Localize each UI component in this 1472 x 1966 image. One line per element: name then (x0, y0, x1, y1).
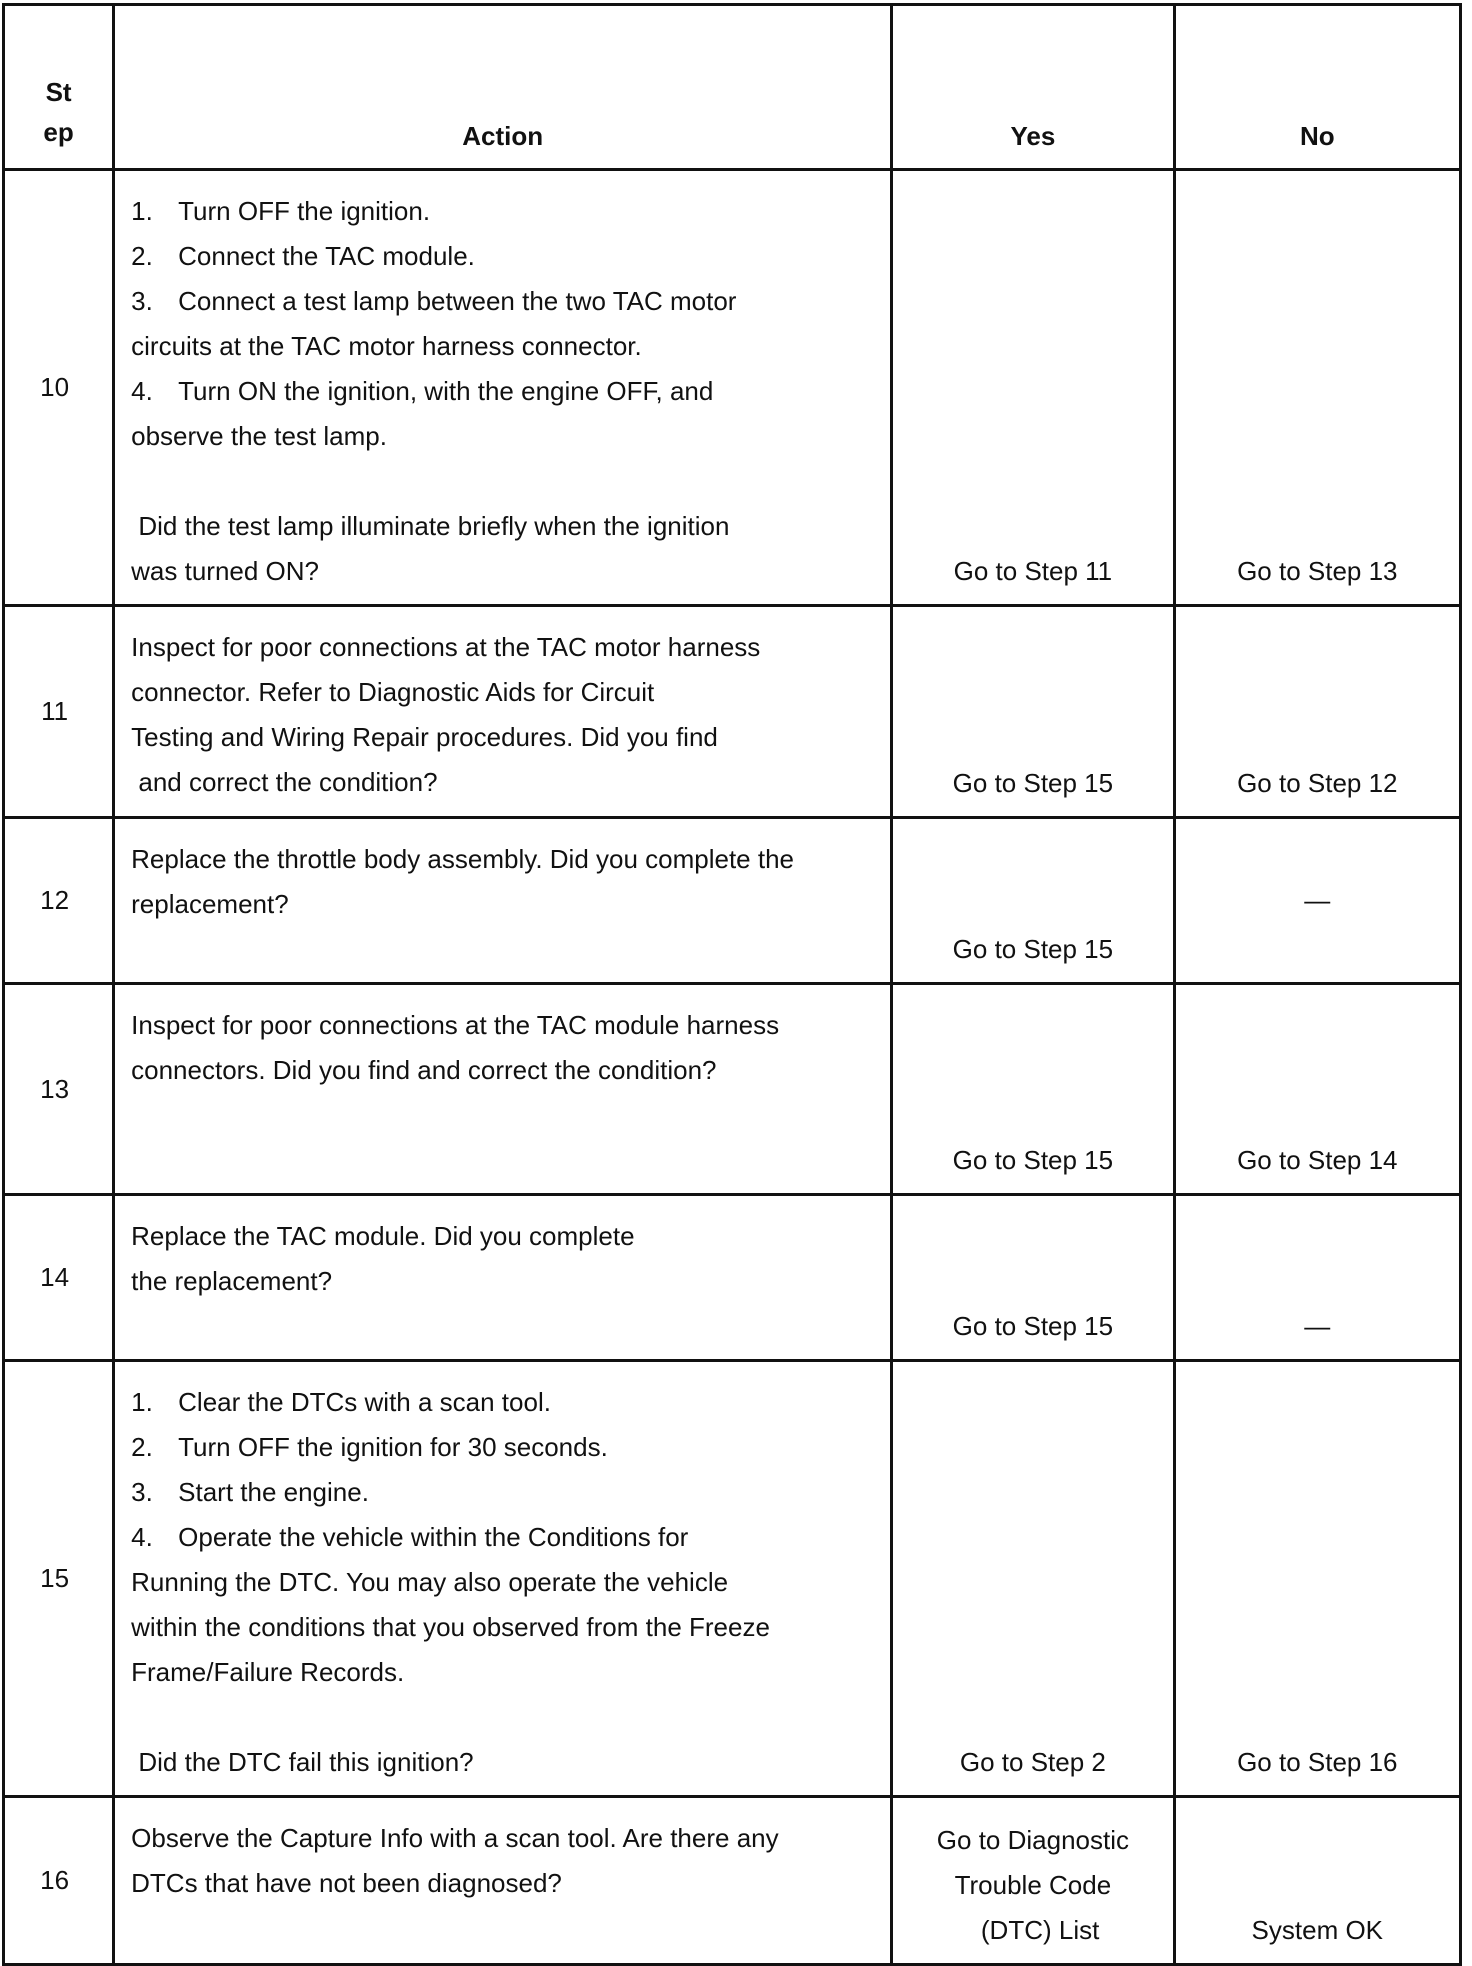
yes-line: Go to Diagnostic (936, 1825, 1129, 1855)
action-line: within the conditions that you observed from the Freeze (131, 1612, 770, 1642)
no-cell: Go to Step 14 (1174, 984, 1460, 1195)
action-line: Inspect for poor connections at the TAC motor harness (131, 632, 761, 662)
step-number: 12 (4, 818, 114, 984)
action-cell (114, 818, 892, 984)
no-cell: Go to Step 12 (1174, 606, 1460, 818)
table-row (4, 984, 1461, 1195)
step-number: 10 (4, 170, 114, 606)
action-line: replacement? (131, 889, 289, 919)
table-row (4, 1195, 1461, 1361)
action-line: Running the DTC. You may also operate the vehicle (131, 1567, 729, 1597)
table-row (4, 1797, 1461, 1965)
table-row (4, 818, 1461, 984)
no-cell: Go to Step 13 (1174, 170, 1460, 606)
header-no: No (1174, 5, 1460, 170)
step-number: 14 (4, 1195, 114, 1361)
action-line: 1. Turn OFF the ignition. (131, 196, 431, 226)
header-step-part2: ep (43, 117, 74, 147)
action-cell (114, 1195, 892, 1361)
action-line: 3. Start the engine. (131, 1477, 369, 1507)
header-yes: Yes (892, 5, 1174, 170)
header-row (4, 5, 1461, 170)
action-cell (114, 170, 892, 606)
step-number: 13 (4, 984, 114, 1195)
step-number: 15 (4, 1361, 114, 1797)
header-action: Action (114, 5, 892, 170)
question-line: Did the test lamp illuminate briefly when the ignition (131, 511, 730, 541)
no-cell: — (1174, 1195, 1460, 1361)
yes-cell (892, 1797, 1174, 1965)
action-line: connectors. Did you find and correct the condition? (131, 1055, 717, 1085)
action-line: 4. Operate the vehicle within the Conditions for (131, 1522, 689, 1552)
action-cell (114, 984, 892, 1195)
action-line: circuits at the TAC motor harness connector. (131, 331, 642, 361)
action-line: 1. Clear the DTCs with a scan tool. (131, 1387, 551, 1417)
no-cell: Go to Step 16 (1174, 1361, 1460, 1797)
action-cell (114, 1361, 892, 1797)
table-row (4, 1361, 1461, 1797)
yes-cell: Go to Step 2 (892, 1361, 1174, 1797)
question-line: Did the DTC fail this ignition? (131, 1747, 474, 1777)
no-cell: — (1174, 818, 1460, 984)
action-line: the replacement? (131, 1266, 333, 1296)
yes-line: Trouble Code (954, 1870, 1112, 1900)
step-number: 11 (4, 606, 114, 818)
action-line: Frame/Failure Records. (131, 1657, 405, 1687)
no-cell: System OK (1174, 1797, 1460, 1965)
yes-cell: Go to Step 15 (892, 984, 1174, 1195)
action-line: connector. Refer to Diagnostic Aids for Circuit (131, 677, 655, 707)
yes-cell: Go to Step 15 (892, 606, 1174, 818)
yes-cell: Go to Step 15 (892, 1195, 1174, 1361)
action-cell (114, 606, 892, 818)
action-line: Replace the throttle body assembly. Did you complete the (131, 844, 795, 874)
question-line: was turned ON? (131, 556, 320, 586)
action-line: Observe the Capture Info with a scan tool. Are there any (131, 1823, 779, 1853)
table-row (4, 170, 1461, 606)
action-line: 4. Turn ON the ignition, with the engine OFF, and (131, 376, 714, 406)
action-line: 3. Connect a test lamp between the two TAC motor (131, 286, 737, 316)
yes-cell: Go to Step 15 (892, 818, 1174, 984)
action-line: 2. Turn OFF the ignition for 30 seconds. (131, 1432, 608, 1462)
action-cell (114, 1797, 892, 1965)
action-line: 2. Connect the TAC module. (131, 241, 475, 271)
action-line: observe the test lamp. (131, 421, 387, 451)
action-line: Testing and Wiring Repair procedures. Did you find (131, 722, 718, 752)
header-step-part1: St (45, 77, 72, 107)
action-line: DTCs that have not been diagnosed? (131, 1868, 562, 1898)
diagnostic-steps-table (2, 3, 1462, 1966)
yes-line: (DTC) List (966, 1915, 1100, 1945)
action-line: Replace the TAC module. Did you complete (131, 1221, 635, 1251)
action-line: and correct the condition? (131, 767, 438, 797)
header-step (4, 5, 114, 170)
step-number: 16 (4, 1797, 114, 1965)
action-line: Inspect for poor connections at the TAC module harness (131, 1010, 780, 1040)
yes-cell: Go to Step 11 (892, 170, 1174, 606)
table-row (4, 606, 1461, 818)
